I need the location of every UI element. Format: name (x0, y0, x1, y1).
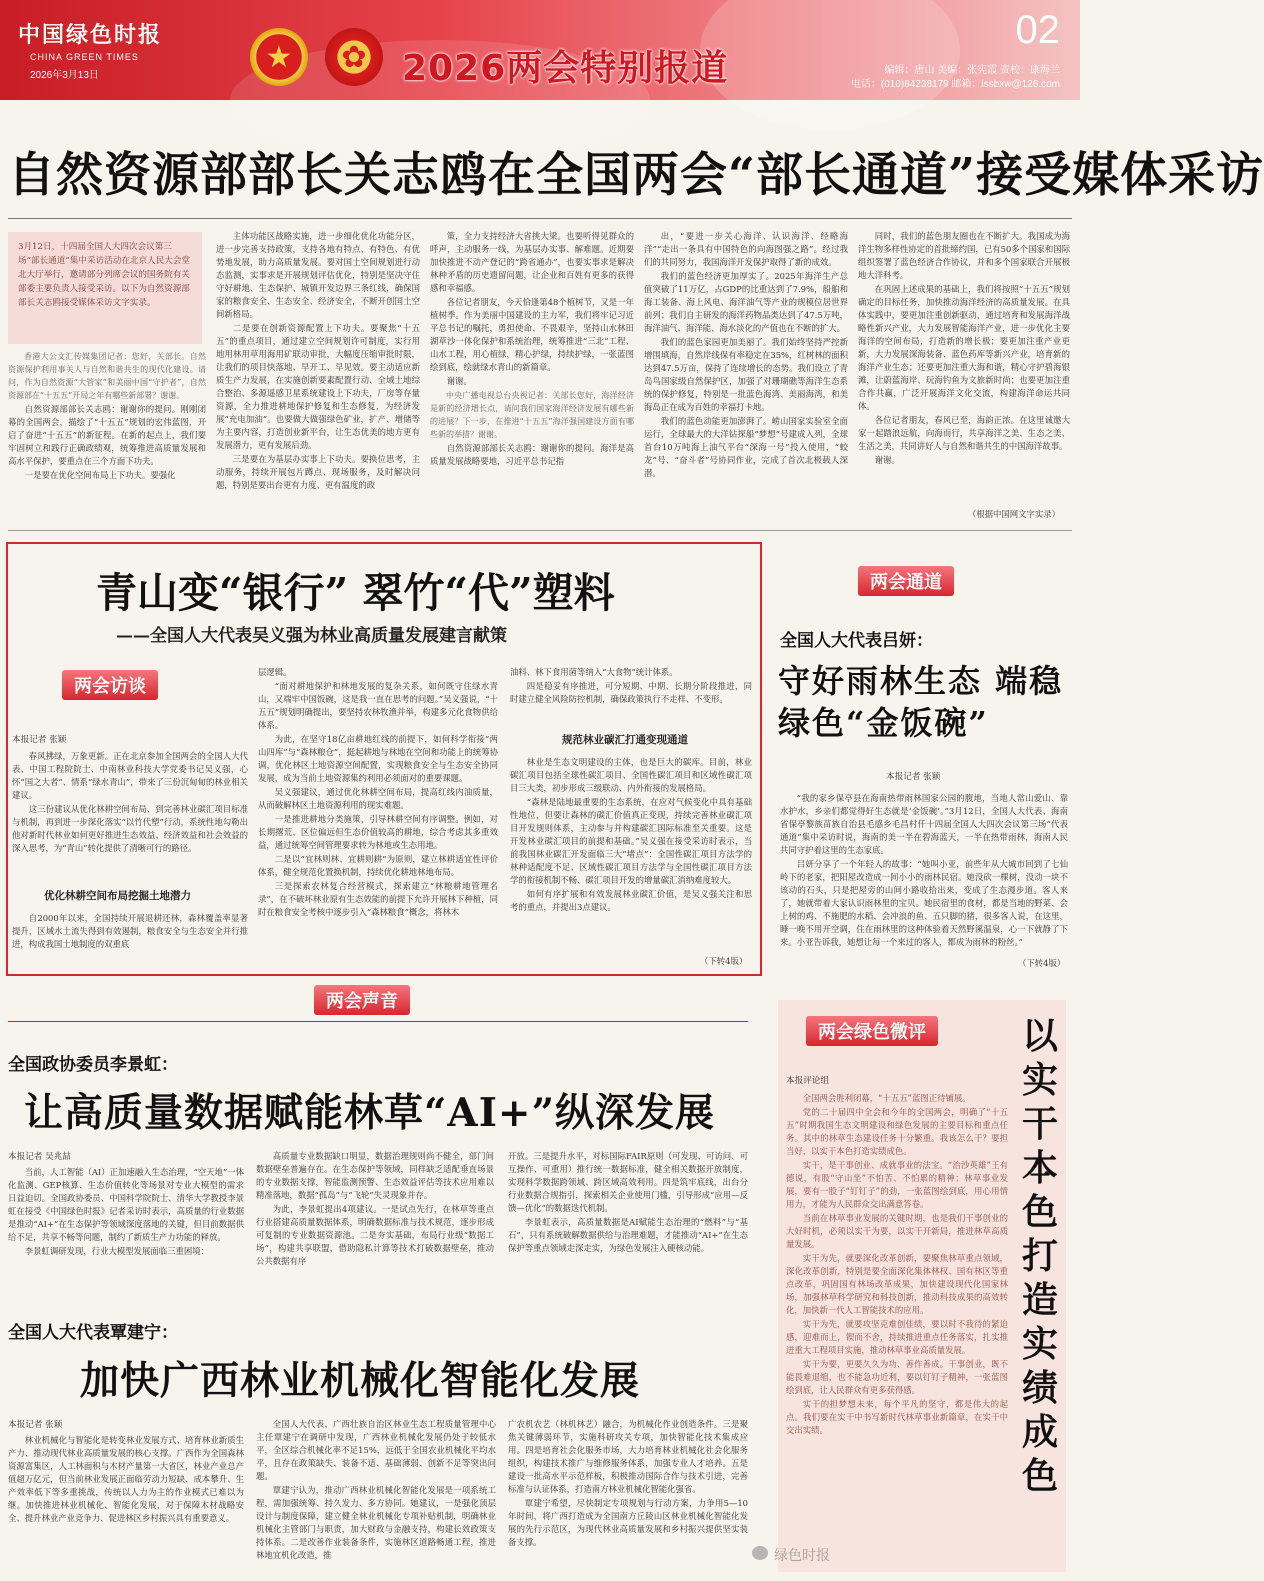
watermark: 绿色时报 (774, 1548, 830, 1564)
paragraph: “我的家乡保亭县在海南热带雨林国家公园的腹地，当地人常山爱山、靠水护水，乡亲们都觉得好生态就是‘金饭碗’。”3月12日，全国人大代表、海南省保亭黎族苗族自治县毛感乡毛昌村仟十四届全国人大四次会议第三场“代表通道”集中采访时说，海南的美一半在碧海蓝天，一半在热带雨林，海南人民共同守护着这里的生态家底。 (780, 793, 1068, 855)
paragraph: 自2000年以来，全国持续开展退耕还林，森林覆盖率显著提升，区域水土流失得到有效遏制，粮食安全与生态安全并行推进，构成我国土地制度的双重底 (12, 913, 248, 949)
voice2-column-3 (508, 1418, 748, 1574)
paragraph: 高质量专业数据缺口明显，数据治理规则尚不健全，部门间数据壁垒普遍存在。在生态保护等领域，同样缺乏适配垂直场景的专业数据支撑，智能监测预警、生态效益评估等技术应用难以精准落地，数据“孤岛”与“飞轮”失灵现象并存。 (256, 1151, 494, 1200)
divider (8, 530, 1072, 531)
paragraph: 各位记者朋友，今天恰逢第48个植树节，又是一年植树季。作为美丽中国建设的主力军，我们将牢记习近平总书记的嘱托，勇担使命、不畏艰辛，坚持山水林田湖草沙一体化保护和系统治理，统筹推进“三北”工程、山水工程，用心植绿，精心护绿，持续护绿，一张蓝图绘到底，绘就绿水青山的新篇章。 (430, 297, 634, 372)
story-kicker: 全国人大代表覃建宁： (8, 1323, 178, 1343)
newspaper-logo: 中国绿色时报 (18, 22, 163, 48)
section-tag: 两会访谈 (62, 670, 158, 700)
wechat-icon (752, 1546, 768, 1560)
byline: 本报记者 张颖 (8, 1420, 63, 1430)
paragraph: 广农机农艺（林机林艺）融合，为机械化作业创造条件。三是聚焦关键薄弱环节，实施科研攻关专项，加快智能化技术集成应用。四是培育社会化服务市场，大力培育林业机械化社会化服务组织，构建技术推广与维修服务体系，加强专业人才培养。五是建设一批高水平示范样板，积极推动国际合作与技术引进，完善标准与认证体系，打造南方林业机械化智能化强省。 (508, 1419, 748, 1494)
continued-note: （下转4版） (700, 956, 748, 966)
voice1-column-1 (8, 1166, 244, 1292)
lead-intro-box: 3月12日，十四届全国人大四次会议第三场“部长通道”集中采访活动在北京人民大会堂北大厅举行，邀请部分列席会议的国务院有关部委主要负责人接受采访。以下为自然资源部部长关志鸥接受媒体采访文字实录。 (8, 232, 202, 344)
lead-headline: 自然资源部部长关志鸥在全国两会“部长通道”接受媒体采访 (8, 148, 1264, 203)
paragraph: 为此，李景虹提出4项建议。一是试点先行，在林草等重点行业搭建高质量数据体系，明确数据标准与技术规范，逐步形成可复制的专业数据资源池。二是夯实基础，布局行业级“数据工场”，构建共享联盟，借助隐私计算等技术打破数据壁垒，推动公共数据有序 (256, 1204, 494, 1266)
paragraph: 实干为先，就要攻坚克难创佳绩，要以时不我待的紧迫感，迎难而上，锲而不舍，持续推进重点任务落实，扎实推进重大工程项目实施，推动林草事业高质量发展。 (786, 1319, 1008, 1355)
paragraph: 二是以“宜林则林、宜耕则耕”为原则，建立林耕适宜性评价体系，健全规范化置换机制，持续优化耕地林地布局。 (258, 854, 498, 877)
voice2-column-2 (256, 1418, 496, 1574)
byline: 本报记者 张颖 (12, 735, 67, 745)
paragraph: 李景虹调研发现，行业大模型发展面临三重困境： (24, 1246, 210, 1256)
feature-column-3b (510, 756, 752, 952)
paragraph: 三是探索农林复合经营模式，探索建立“林粮耕地管理名录”，在不破坏林业原有生态效能的前提下允许开展林下种植，同时在粮食安全考核中逐步引入“森林粮食”概念，将林木 (258, 881, 498, 917)
issue-date: 2026年3月13日 (30, 70, 99, 81)
paragraph: 覃建宁认为，推动广西林业机械化智能化发展是一项系统工程，需加强统筹、持久发力、多方协同。她建议，一是强化顶层设计与制度保障，建立健全林业机械化专项补贴机制，明确林业机械化主管部门与职责，加大财政与金融支持，构建长效政策支持体系。二是改善作业装备条件，实施林区道路畅通工程，推进林地宜机化改造，推 (256, 1485, 496, 1560)
paragraph: 开放。三是提升水平，对标国际FAIR原则（可发现、可访问、可互操作、可重用）推行统一数据标准，健全相关数据开放制度，实现科学数据跨领域、跨区域高效利用。四是筑牢底线，出台分行业数据合规指引，探索相关企业使用门槛，引导形成“应用—反馈—优化”的数据迭代机制。 (508, 1151, 748, 1213)
paragraph: 主体功能区战略实施，进一步细化优化功能分区，进一步完善支持政策，支持各地有特点、有特色、有优势地发展，助力高质量发展。要对国土空间规划进行动态监测，实事求是开展规划评估优化，特别是坚决守住守好耕地、生态保护、城镇开发边界三条红线，确保国家的粮食安全、生态安全、经济安全，不断开创国土空间新格局。 (216, 231, 420, 319)
section-tag: 两会绿色微评 (806, 1016, 938, 1046)
masthead-banner (0, 0, 1080, 100)
paragraph: 策，全力支持经济大省挑大梁。也要听得见群众的呼声，主动服务一线，为基层办实事、解难题。近期要加快推进不动产登记的“跨省通办”，也要实事求是解决林种矛盾的历史遗留问题，让企业和百姓有更多的获得感和幸福感。 (430, 231, 634, 293)
paragraph: 自然资源部部长关志鸥：谢谢你的提问。海洋是高质量发展战略要地，习近平总书记指 (430, 443, 634, 466)
story-headline: 守好雨林生态 端稳绿色“金饭碗” (778, 662, 1064, 742)
paragraph: “森林是陆地最重要的生态系统，在应对气候变化中具有基础性地位，但要让森林的碳汇价值真正变现，持续完善林业碳汇项目开发规则体系，主动参与并构建碳汇国际标准至关重要。这是开发林业碳汇项目的前提和基础。”吴义强在接受采访时表示，当前我国林业碳汇开发面临三大“堵点”：全国性碳汇项目方法学的林种适配度不足、区域性碳汇项目方法学与全国性碳汇项目方法学的衔接机制不畅、碳汇项目开发的增量碳汇消纳难度较大。 (510, 797, 752, 885)
paragraph: 全国两会胜利闭幕，“十五五”蓝图正待铺展。 (802, 1093, 971, 1103)
paragraph: 四是稳妥有序推进，可分短期、中期、长期分阶段推进，同时建立健全风险防控机制，确保政策执行不走样、不变形。 (510, 681, 752, 704)
lead-column-4 (644, 230, 848, 520)
lead-column-1 (8, 350, 206, 520)
editor-credits (851, 64, 1060, 92)
story-headline: 让高质量数据赋能林草“AI+”纵深发展 (24, 1090, 716, 1136)
feature-column-2 (258, 666, 498, 968)
paragraph: 一是要在优化空间布局上下功夫。要强化 (24, 470, 176, 480)
paragraph: 各位记者朋友，春风已至，海韵正浓。在这里诚邀大家一起踏浪远航，向海而行，共享海洋之美、生态之美、生活之美，共同讲好人与自然和谐共生的中国海洋故事。 (858, 415, 1070, 451)
paragraph: “面对耕地保护和林地发展的复杂关系，如何既守住绿水青山，又端牢中国饭碗，这是我一直在思考的问题。”吴义强说，“十五五”规划明确提出，要坚持农林牧渔并举，构建多元化食物供给体系。 (258, 681, 498, 730)
subsection-heading: 规范林业碳汇打通变现通道 (562, 734, 688, 746)
paragraph: 中央广播电视总台央视记者：关部长您好，海洋经济是新的经济增长点，请问我们国家海洋经济发展有哪些新的进展？下一步，在推进“十五五”海洋强国建设方面有哪些新的举措？谢谢。 (430, 391, 634, 439)
byline: 本报记者 吴兆喆 (8, 1152, 71, 1162)
special-report-title: 2026两会特别报道 (402, 48, 729, 89)
paragraph: 香港大公文汇传媒集团记者：您好，关部长。自然资源保护利用事关人与自然和谐共生的现代化建设。请问，作为自然资源“大管家”和美丽中国“守护者”，自然资源部在“十五五”开局之年有哪些新部署？谢谢。 (8, 352, 206, 400)
lead-column-5 (858, 230, 1070, 504)
story-kicker: 全国人大代表吕妍： (780, 631, 933, 651)
feature-column-3 (510, 666, 752, 722)
page-number: 02 (1015, 8, 1060, 52)
section-tag: 两会通道 (858, 566, 954, 596)
paragraph: 实干为要，更要久久为功、善作善成。干事创业，既不能畏难退缩，也不能急功近利，要以钉钉子精神，一张蓝图绘到底，让人民群众有更多获得感。 (786, 1359, 1008, 1395)
voice1-column-2 (256, 1150, 494, 1292)
paragraph: 全国人大代表、广西壮族自治区林业生态工程质量管理中心主任覃建宁在调研中发现，广西林业机械化发展仍处于较低水平，全区综合机械化率不足15%，远低于全国农业机械化平均水平，且存在政策缺失、装备不适、基础薄弱、创新不足等突出问题。 (256, 1419, 496, 1481)
paragraph: 实干的担梦想未来，每个平凡的坚守，都是伟大的起点。我们要在实干中书写新时代林草事业新篇章，在实干中交出实绩。 (786, 1399, 1008, 1435)
voice1-column-3 (508, 1150, 748, 1292)
cppcc-emblem-icon: ✿ (325, 28, 383, 86)
feature-headline: 青山变“银行” 翠竹“代”塑料 (96, 569, 615, 617)
byline: 本报评论组 (786, 1076, 829, 1086)
paragraph: 党的二十届四中全会和今年的全国两会，明确了“十五五”时期我国生态文明建设和绿色发展的主要目标和重点任务。其中的林草生态建设任务十分繁重。我该怎么干？要担当好，以实干本色打造实绩成色。 (786, 1107, 1008, 1156)
paragraph: 一是推进耕地分类施策，引导林耕空间有序调整。例如，对长期撂荒、区位偏远但生态价值较高的耕地，综合考虑其多重效益，通过统筹空间管理要求转为林地或生态用地。 (258, 814, 498, 850)
feature-deck: ——全国人大代表吴义强为林业高质量发展建言献策 (116, 626, 507, 646)
divider (8, 218, 1072, 219)
paragraph: 同时，我们的蓝色朋友圈也在不断扩大。我国成为海洋生物多样性协定的首批缔约国，已有50多个国家和国际组织签署了蓝色经济合作协议，并和多个国家联合开展极地大洋科考。 (858, 231, 1070, 280)
paragraph: 我们的蓝色家园更加美丽了。我们始终坚持严控新增围填海，自然岸线保有率稳定在35%，红树林的面积达到47.5万亩，保持了连续增长的态势。我们设立了青岛鸟国家级自然保护区，加强了对珊瑚礁等海洋生态系统的保护修复，特别是一批蓝色海湾、美丽海湾，和美海岛正在成为百姓的幸福打卡地。 (644, 337, 848, 412)
paragraph: 在巩固上述成果的基础上，我们将按照“十五五”规划确定的目标任务，加快推动海洋经济的高质量发展。在具体实践中，要更加注重创新驱动，通过培育和发展海洋战略性新兴产业，大力发展智能海洋产业，进一步优化主要海洋的空间布局，打造新的增长极；要更加注重产业更新，大力发展深海装备、蓝色药库等新兴产业，培育新的海洋产业生态；还要更加注重大海和谐，精心守护碧海银滩，让蔚蓝海岸、玩海钓鱼为文旅新时尚；也要更加注重合作共赢，广泛开展海洋文化交流，构建海洋命运共同体。 (858, 284, 1070, 411)
paragraph: 出，“要进一步关心海洋、认识海洋、经略海洋”“走出一条具有中国特色的向海图强之路”。经过我们的共同努力，我国海洋开发保护取得了新的成效。 (644, 231, 848, 267)
contact-line: 电话：(010)84238179 邮箱：lssbxw@126.com (850, 79, 1060, 90)
paragraph: 谢谢。 (446, 376, 472, 386)
paragraph: 我们的蓝色经济更加厚实了。2025年海洋生产总值突破了11万亿，占GDP的比重达到了7.9%，船舶和海工装备、海上风电、海洋油气等产业的规模位居世界前列；我们自主研发的海洋药物品类达到了47.5万吨，海洋油气、海洋能、海水淡化的产值也在不断的扩大。 (644, 271, 848, 333)
voice2-column-1 (8, 1434, 244, 1574)
commentary-body (786, 1092, 1008, 1538)
paragraph: 如何有序扩展和有效发展林业碳汇价值，是吴义强关注和思考的重点，并提出3点建议。 (510, 889, 752, 912)
paragraph: 谢谢。 (874, 455, 900, 465)
paragraph: 当前在林草事业发展的关键时期，也是我们干事创业的大好时机，必须以实干为要，以实干开新局，推进林草高质量发展。 (786, 1213, 1008, 1249)
paragraph: 覃建宁希望，尽快制定专项规划与行动方案，力争用5—10年时间，将广西打造成为全国南方丘陵山区林业机械化智能化发展的先行示范区，为现代林业高质量发展和乡村振兴提供坚实装备支撑。 (508, 1498, 748, 1547)
continued-note: （下转4版） (1018, 958, 1066, 968)
paragraph: 实干，是干事创业、成就事业的法宝。“治沙英雄”王有德说，有股“守山坐”不怕苦、不怕累的精神；林草事业发展，要有一股子“钉钉子”的劲，一张蓝图绘到底，用心用情用力，才能为人民群众交出满意答卷。 (786, 1160, 1008, 1209)
byline: 本报记者 张颖 (886, 772, 941, 782)
paragraph: 油料、林下食用菌等纳入“大食物”统计体系。 (510, 667, 678, 677)
feature-column-1 (12, 750, 248, 880)
paragraph: 当前，人工智能（AI）正加速融入生态治理，“空天地”一体化监测、GEP核算、生态价值转化等场景对专业大模型的需求日益迫切。全国政协委员、中国科学院院士、清华大学教授李景虹在接受《中国绿色时报》记者采访时表示，高质量的行业数据是推动“AI+”在生态保护等领域深度落地的关键，但目前数据供给不足，共享不畅等问题，制约了新质生产力功能的释放。 (8, 1167, 244, 1242)
paragraph: 这三份建议从优化林耕空间布局、到完善林业碳汇项目标准与机制，再到进一步深化落实“以竹代塑”行动，系统性地勾勒出他对新时代林业如何更好推进生态效益、经济效益和社会效益的深入思考，为“青山”转化提供了清晰可行的路径。 (12, 804, 248, 853)
paragraph: 春风拂绿，万象更新。正在北京参加全国两会的全国人大代表、中国工程院院士、中南林业科技大学党委书记吴义强，心怀“国之大者”、情系“绿水青山”，带来了三份沉甸甸的林业相关建议。 (12, 751, 248, 800)
source-note: （根据中国网文字实录） (967, 509, 1060, 519)
paragraph: 林业是生态文明建设的主体，也是巨大的碳库。目前，林业碳汇项目包括全球性碳汇项目、全国性碳汇项目和区域性碳汇项目三大类，初步形成三级联动、内外衔接的发展格局。 (510, 757, 752, 793)
subsection-heading: 优化林耕空间布局挖掘土地潜力 (44, 890, 191, 902)
paragraph: 实干为先，就要深化改革创新，要聚焦林草重点领域，深化改革创新，特别是要全面深化集体林权、国有林区等重点改革，巩固国有林场改革成果，加快建设现代化国家林场，加强林草科学研究和科技创新，推动科技成果的高效转化，加快新一代人工智能技术的应用。 (786, 1253, 1008, 1315)
paragraph: 我们的蓝色动能更加澎湃了。崂山国家实验室全面运行，全球最大的大洋钻探船“梦想”号建成入列，全球首台10万吨海上油气平台“深海一号”投入使用，“蛟龙”号、“奋斗者”号协同作业，完成了首次北极载人深潜。 (644, 416, 848, 478)
feature-column-1b (12, 912, 248, 968)
lead-column-3 (430, 230, 634, 520)
story-kicker: 全国政协委员李景虹： (8, 1055, 178, 1075)
commentary-headline: 以实干本色打造实绩成色 (1021, 1015, 1058, 1497)
paragraph: 三是要在为基层办实事上下功夫。要换位思考，主动服务，持续开展包片蹲点、现场服务，及时解决问题，特别是要出台更有力度、更有温度的政 (216, 454, 420, 490)
paragraph: 自然资源部部长关志鸥：谢谢你的提问。刚刚闭幕的全国两会，描绘了“十五五”规划的宏伟蓝图，开启了奋进“十五五”的新征程。在新的起点上，我们要牢固树立和践行正确政绩观，统筹推进高质量发展和高水平保护，要重点在三个方面下功夫。 (8, 404, 206, 466)
editors-line: 编辑：唐山 美编：张宪霞 责校：康海兰 (884, 65, 1060, 76)
newspaper-english-name: CHINA GREEN TIMES (30, 52, 139, 62)
paragraph: 为此，在坚守18亿亩耕地红线的前提下，如何科学衔接“两山四库”与“森林粮仓”，挺起耕地与林地在空间和功能上的统筹协调，优化林区土地资源空间配置，实现粮食安全与生态安全协同发展，成为当前土地资源集约利用必须面对的重要课题。 (258, 734, 498, 783)
paragraph: 李景虹表示，高质量数据是AI赋能生态治理的“燃料”与“基石”，只有系统破解数据供给与治理难题，才能推动“AI+”在生态保护等重点领域走深走实，为绿色发展注入硬核动能。 (508, 1217, 748, 1253)
story-headline: 加快广西林业机械化智能化发展 (80, 1358, 641, 1404)
national-emblem-icon: ★ (250, 28, 308, 86)
section-tag: 两会声音 (314, 985, 410, 1015)
lead-column-2 (216, 230, 420, 520)
divider (8, 1021, 748, 1022)
right-story-body (780, 792, 1068, 956)
paragraph: 吕妍分享了一个年轻人的故事：“她叫小亚，前些年从大城市回到了七仙岭下的老家，把阳屋改造成一间小小的雨林民宿。她没砍一棵树，没动一块不该动的石头，只是把屋旁的山间小路收拾出来，变成了生态漫步道。客人来了，她就带着大家认识雨林里的宝贝。她民宿里的食材，都是当地的野菜、会上树的鸡、不施肥的水稻、会冲浪的鱼、五只脚的猪，很多客人说，在这里，睡一晚不用开空调，住在雨林里的这种体验着天然野溪温泉，心一下就静了下来。小亚告诉我，她想让每一个来过的客人，都成为雨林的粉丝。” (780, 859, 1068, 947)
paragraph: 吴义强建议，通过优化林耕空间布局，提高红线内油质量，从而破解林区土地资源利用的现实难题。 (258, 787, 498, 810)
paragraph: 林业机械化与智能化是转变林业发展方式、培育林业新质生产力、推动现代林业高质量发展的核心支撑。广西作为全国森林资源富集区，人工林面积与木材产量第一大省区，林业产业总产值超万亿元，但当前林业发展正面临劳动力短缺、成本攀升、生产效率低下等多重挑战，传统以人力为主的作业模式已难以为继。加快推进林业机械化、智能化发展，对于保障木材战略安全、提升林业产业竞争力、促进林区乡村振兴具有重要意义。 (8, 1435, 244, 1523)
paragraph: 层逻辑。 (258, 667, 292, 677)
paragraph: 二是要在创新资源配置上下功夫。要聚焦“十五五”的重点项目，通过建立空间规划许可制度，实行用地用林用草用海用矿联动审批，大幅度压缩审批时限，让我们的项目快落地、早开工、早见效。要主动适应新质生产力发展，在实施创新要素配置行动、全域土地综合整治、多源遥感卫星系统建设上下功夫，厂房等存量资源，全力推进耕地保护修复和生态修复，为经济发展“充电加油”。也要做大做强绿色矿业，扩产、增储等为主要内容，打造创业新平台，让生态优美的地方更有发展潜力，更有发展后劲。 (216, 323, 420, 450)
